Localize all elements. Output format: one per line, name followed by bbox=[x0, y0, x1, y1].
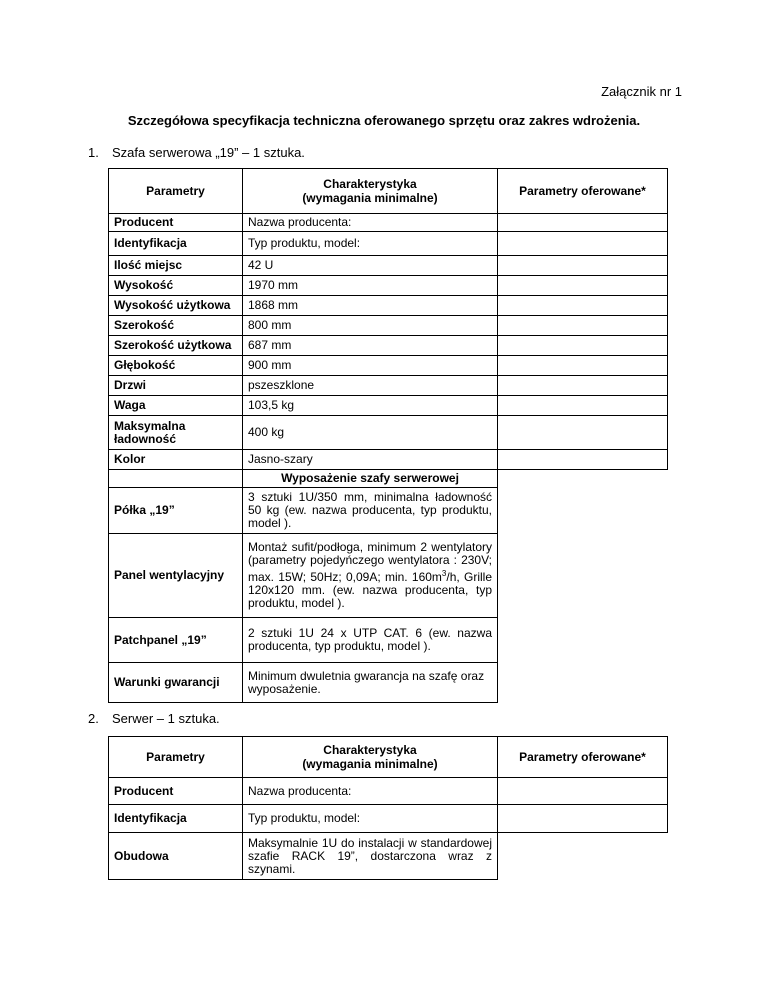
table-row bbox=[109, 833, 668, 880]
offered-cell[interactable] bbox=[498, 256, 668, 276]
param-cell: Obudowa bbox=[109, 833, 243, 880]
param-cell: Maksymalna ładowność bbox=[109, 416, 243, 450]
offered-cell[interactable] bbox=[498, 805, 668, 833]
param-cell: Identyfikacja bbox=[109, 805, 243, 833]
table-row bbox=[109, 450, 668, 470]
value-cell: Nazwa producenta: bbox=[243, 778, 498, 805]
table-row bbox=[109, 488, 668, 534]
table-row bbox=[109, 778, 668, 805]
table-row bbox=[109, 232, 668, 256]
value-cell: 3 sztuki 1U/350 mm, minimalna ładowność 50 kg (ew. nazwa producenta, typ produktu, model ). bbox=[243, 488, 498, 534]
table-row bbox=[109, 663, 668, 703]
equipment-subheader-row bbox=[109, 470, 668, 488]
value-cell: Maksymalnie 1U do instalacji w standardowej szafie RACK 19”, dostarczona wraz z szynami. bbox=[243, 833, 498, 880]
offered-cell[interactable] bbox=[498, 316, 668, 336]
value-cell: 900 mm bbox=[243, 356, 498, 376]
table-row bbox=[109, 618, 668, 663]
blank-cell bbox=[498, 618, 668, 663]
table-row bbox=[109, 296, 668, 316]
offered-cell[interactable] bbox=[498, 214, 668, 232]
offered-cell[interactable] bbox=[498, 450, 668, 470]
table-row bbox=[109, 256, 668, 276]
value-cell: Nazwa producenta: bbox=[243, 214, 498, 232]
section-2-title: Serwer – 1 sztuka. bbox=[112, 711, 220, 726]
param-cell: Ilość miejsc bbox=[109, 256, 243, 276]
param-cell: Półka „19” bbox=[109, 488, 243, 534]
param-cell: Wysokość bbox=[109, 276, 243, 296]
table-row bbox=[109, 356, 668, 376]
table-row bbox=[109, 336, 668, 356]
col-header-offered: Parametry oferowane* bbox=[498, 737, 668, 778]
offered-cell[interactable] bbox=[498, 232, 668, 256]
col-header-offered: Parametry oferowane* bbox=[498, 169, 668, 214]
table-row bbox=[109, 316, 668, 336]
table-row bbox=[109, 396, 668, 416]
offered-cell[interactable] bbox=[498, 296, 668, 316]
value-cell: Minimum dwuletnia gwarancja na szafę oraz wyposażenie. bbox=[243, 663, 498, 703]
value-cell: Montaż sufit/podłoga, minimum 2 wentylatory (parametry pojedyńczego wentylatora : 230V; max. 15W; 50Hz; 0,09A; min. $160m^3/h$, Grille 120x120 mm. (ew. nazwa producenta, typ produktu, model ). bbox=[243, 534, 498, 618]
value-cell: Typ produktu, model: bbox=[243, 805, 498, 833]
blank-cell bbox=[498, 488, 668, 534]
param-cell: Warunki gwarancji bbox=[109, 663, 243, 703]
document-title: Szczegółowa specyfikacja techniczna oferowanego sprzętu oraz zakres wdrożenia. bbox=[127, 113, 641, 128]
value-cell: 103,5 kg bbox=[243, 396, 498, 416]
value-cell: 1868 mm bbox=[243, 296, 498, 316]
offered-cell[interactable] bbox=[498, 778, 668, 805]
col-header-characteristics: Charakterystyka (wymagania minimalne) bbox=[243, 737, 498, 778]
blank-cell bbox=[498, 534, 668, 618]
param-cell: Szerokość użytkowa bbox=[109, 336, 243, 356]
section-1-number: 1. bbox=[88, 145, 99, 160]
offered-cell[interactable] bbox=[498, 356, 668, 376]
spec-table-server bbox=[108, 736, 668, 880]
value-cell: Jasno-szary bbox=[243, 450, 498, 470]
blank-cell bbox=[498, 833, 668, 880]
param-cell: Panel wentylacyjny bbox=[109, 534, 243, 618]
section-2-heading bbox=[88, 711, 220, 726]
param-cell: Patchpanel „19” bbox=[109, 618, 243, 663]
section-1-title: Szafa serwerowa „19” – 1 sztuka. bbox=[112, 145, 305, 160]
param-cell: Kolor bbox=[109, 450, 243, 470]
param-cell: Głębokość bbox=[109, 356, 243, 376]
offered-cell[interactable] bbox=[498, 396, 668, 416]
subheader-blank bbox=[498, 470, 668, 488]
value-cell: 42 U bbox=[243, 256, 498, 276]
param-cell: Producent bbox=[109, 214, 243, 232]
param-cell: Waga bbox=[109, 396, 243, 416]
param-cell: Identyfikacja bbox=[109, 232, 243, 256]
spec-table-rack bbox=[108, 168, 668, 703]
table-row bbox=[109, 805, 668, 833]
blank-cell bbox=[498, 663, 668, 703]
offered-cell[interactable] bbox=[498, 276, 668, 296]
value-cell: pszeszklone bbox=[243, 376, 498, 396]
value-cell: 800 mm bbox=[243, 316, 498, 336]
param-cell: Szerokość bbox=[109, 316, 243, 336]
table-row bbox=[109, 534, 668, 618]
section-2-number: 2. bbox=[88, 711, 99, 726]
offered-cell[interactable] bbox=[498, 376, 668, 396]
offered-cell[interactable] bbox=[498, 336, 668, 356]
param-cell: Wysokość użytkowa bbox=[109, 296, 243, 316]
table-row bbox=[109, 416, 668, 450]
value-cell: 687 mm bbox=[243, 336, 498, 356]
equipment-subheader: Wyposażenie szafy serwerowej bbox=[243, 470, 498, 488]
table-row bbox=[109, 276, 668, 296]
param-cell: Drzwi bbox=[109, 376, 243, 396]
col-header-params: Parametry bbox=[109, 169, 243, 214]
value-cell: Typ produktu, model: bbox=[243, 232, 498, 256]
subheader-blank bbox=[109, 470, 243, 488]
table-row bbox=[109, 376, 668, 396]
value-cell: 1970 mm bbox=[243, 276, 498, 296]
col-header-characteristics: Charakterystyka (wymagania minimalne) bbox=[243, 169, 498, 214]
annex-label: Załącznik nr 1 bbox=[601, 84, 682, 99]
col-header-params: Parametry bbox=[109, 737, 243, 778]
offered-cell[interactable] bbox=[498, 416, 668, 450]
param-cell: Producent bbox=[109, 778, 243, 805]
value-cell: 400 kg bbox=[243, 416, 498, 450]
section-1-heading bbox=[88, 145, 305, 160]
table-row bbox=[109, 214, 668, 232]
value-cell: 2 sztuki 1U 24 x UTP CAT. 6 (ew. nazwa producenta, typ produktu, model ). bbox=[243, 618, 498, 663]
